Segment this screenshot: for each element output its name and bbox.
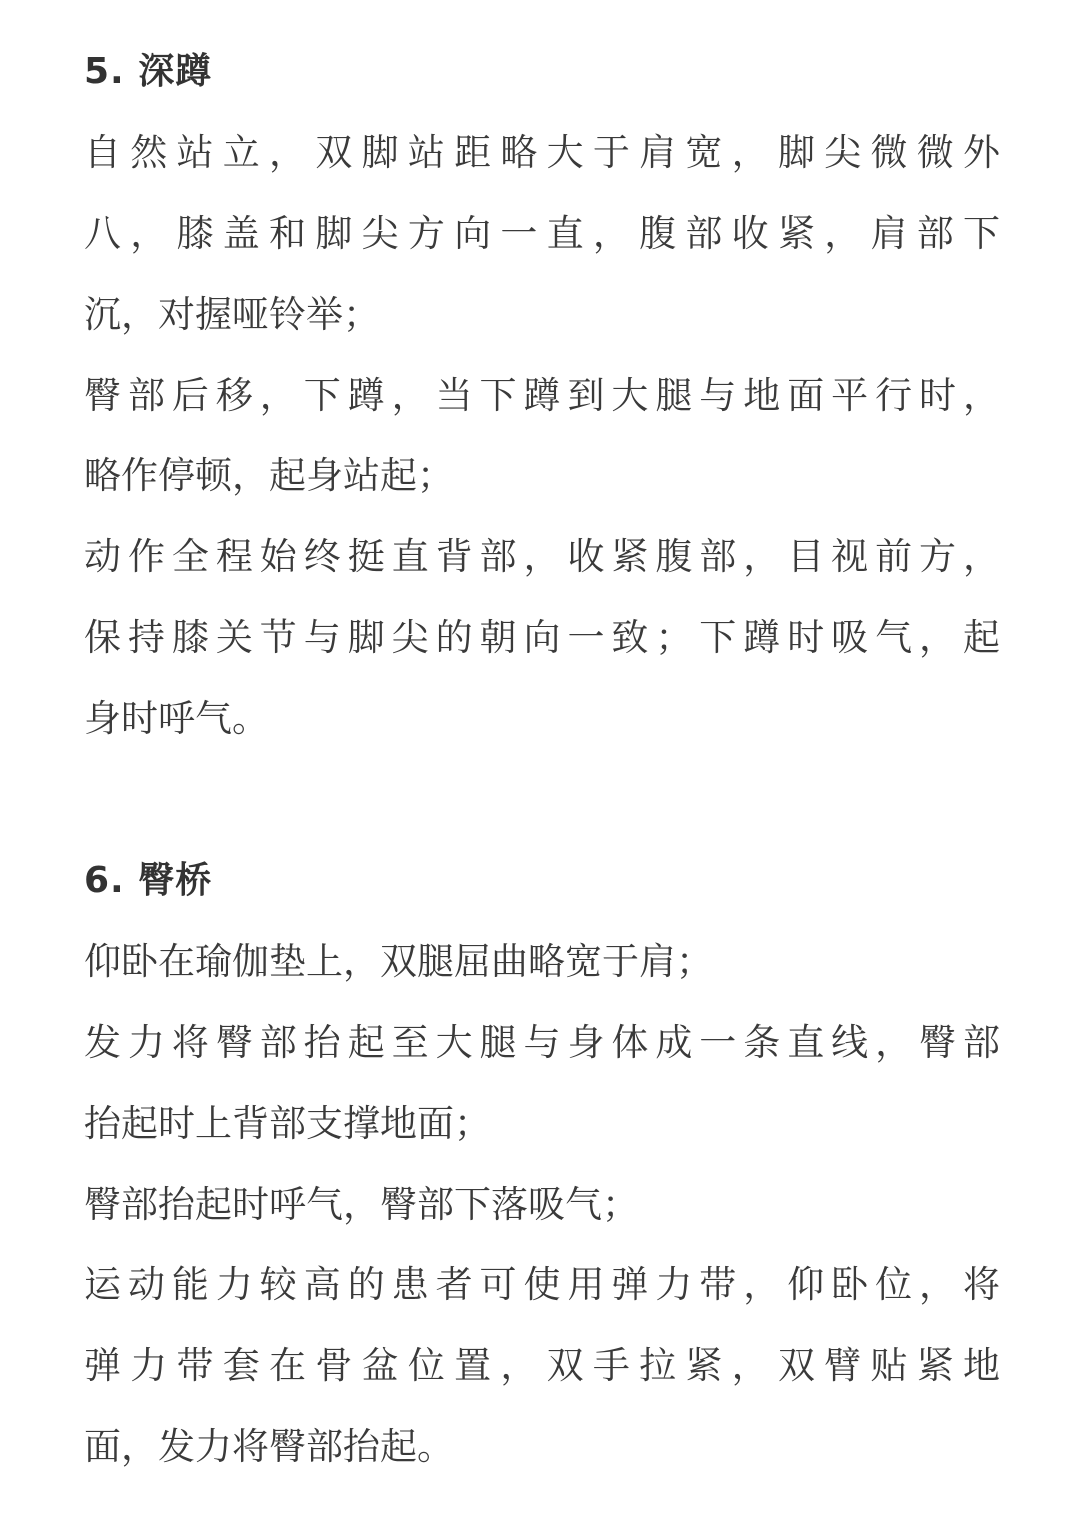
section-title-squat: 5. 深蹲 — [84, 51, 213, 92]
paragraph-line: 沉，对握哑铃举； — [84, 293, 380, 336]
section-title-glute-bridge: 6. 臀桥 — [84, 860, 213, 901]
paragraph-line: 保持膝关节与脚尖的朝向一致；下蹲时吸气，起 — [84, 616, 1000, 659]
paragraph-line: 八，膝盖和脚尖方向一直，腹部收紧，肩部下 — [84, 212, 1000, 255]
paragraph-line: 发力将臀部抬起至大腿与身体成一条直线，臀部 — [84, 1021, 1000, 1064]
paragraph-line: 臀部抬起时呼气，臀部下落吸气； — [84, 1183, 639, 1226]
paragraph-line: 面，发力将臀部抬起。 — [84, 1425, 454, 1468]
paragraph-line: 仰卧在瑜伽垫上，双腿屈曲略宽于肩； — [84, 940, 713, 983]
paragraph-line: 弹力带套在骨盆位置，双手拉紧，双臂贴紧地 — [84, 1344, 1000, 1387]
paragraph-line: 自然站立，双脚站距略大于肩宽，脚尖微微外 — [84, 131, 1000, 174]
paragraph-line: 运动能力较高的患者可使用弹力带，仰卧位，将 — [84, 1263, 1000, 1306]
paragraph-line: 臀部后移，下蹲，当下蹲到大腿与地面平行时， — [84, 374, 1000, 417]
paragraph-line: 抬起时上背部支撑地面； — [84, 1102, 491, 1145]
paragraph-line: 身时呼气。 — [84, 697, 269, 740]
paragraph-line: 动作全程始终挺直背部，收紧腹部，目视前方， — [84, 535, 1000, 578]
paragraph-line: 略作停顿，起身站起； — [84, 454, 454, 497]
